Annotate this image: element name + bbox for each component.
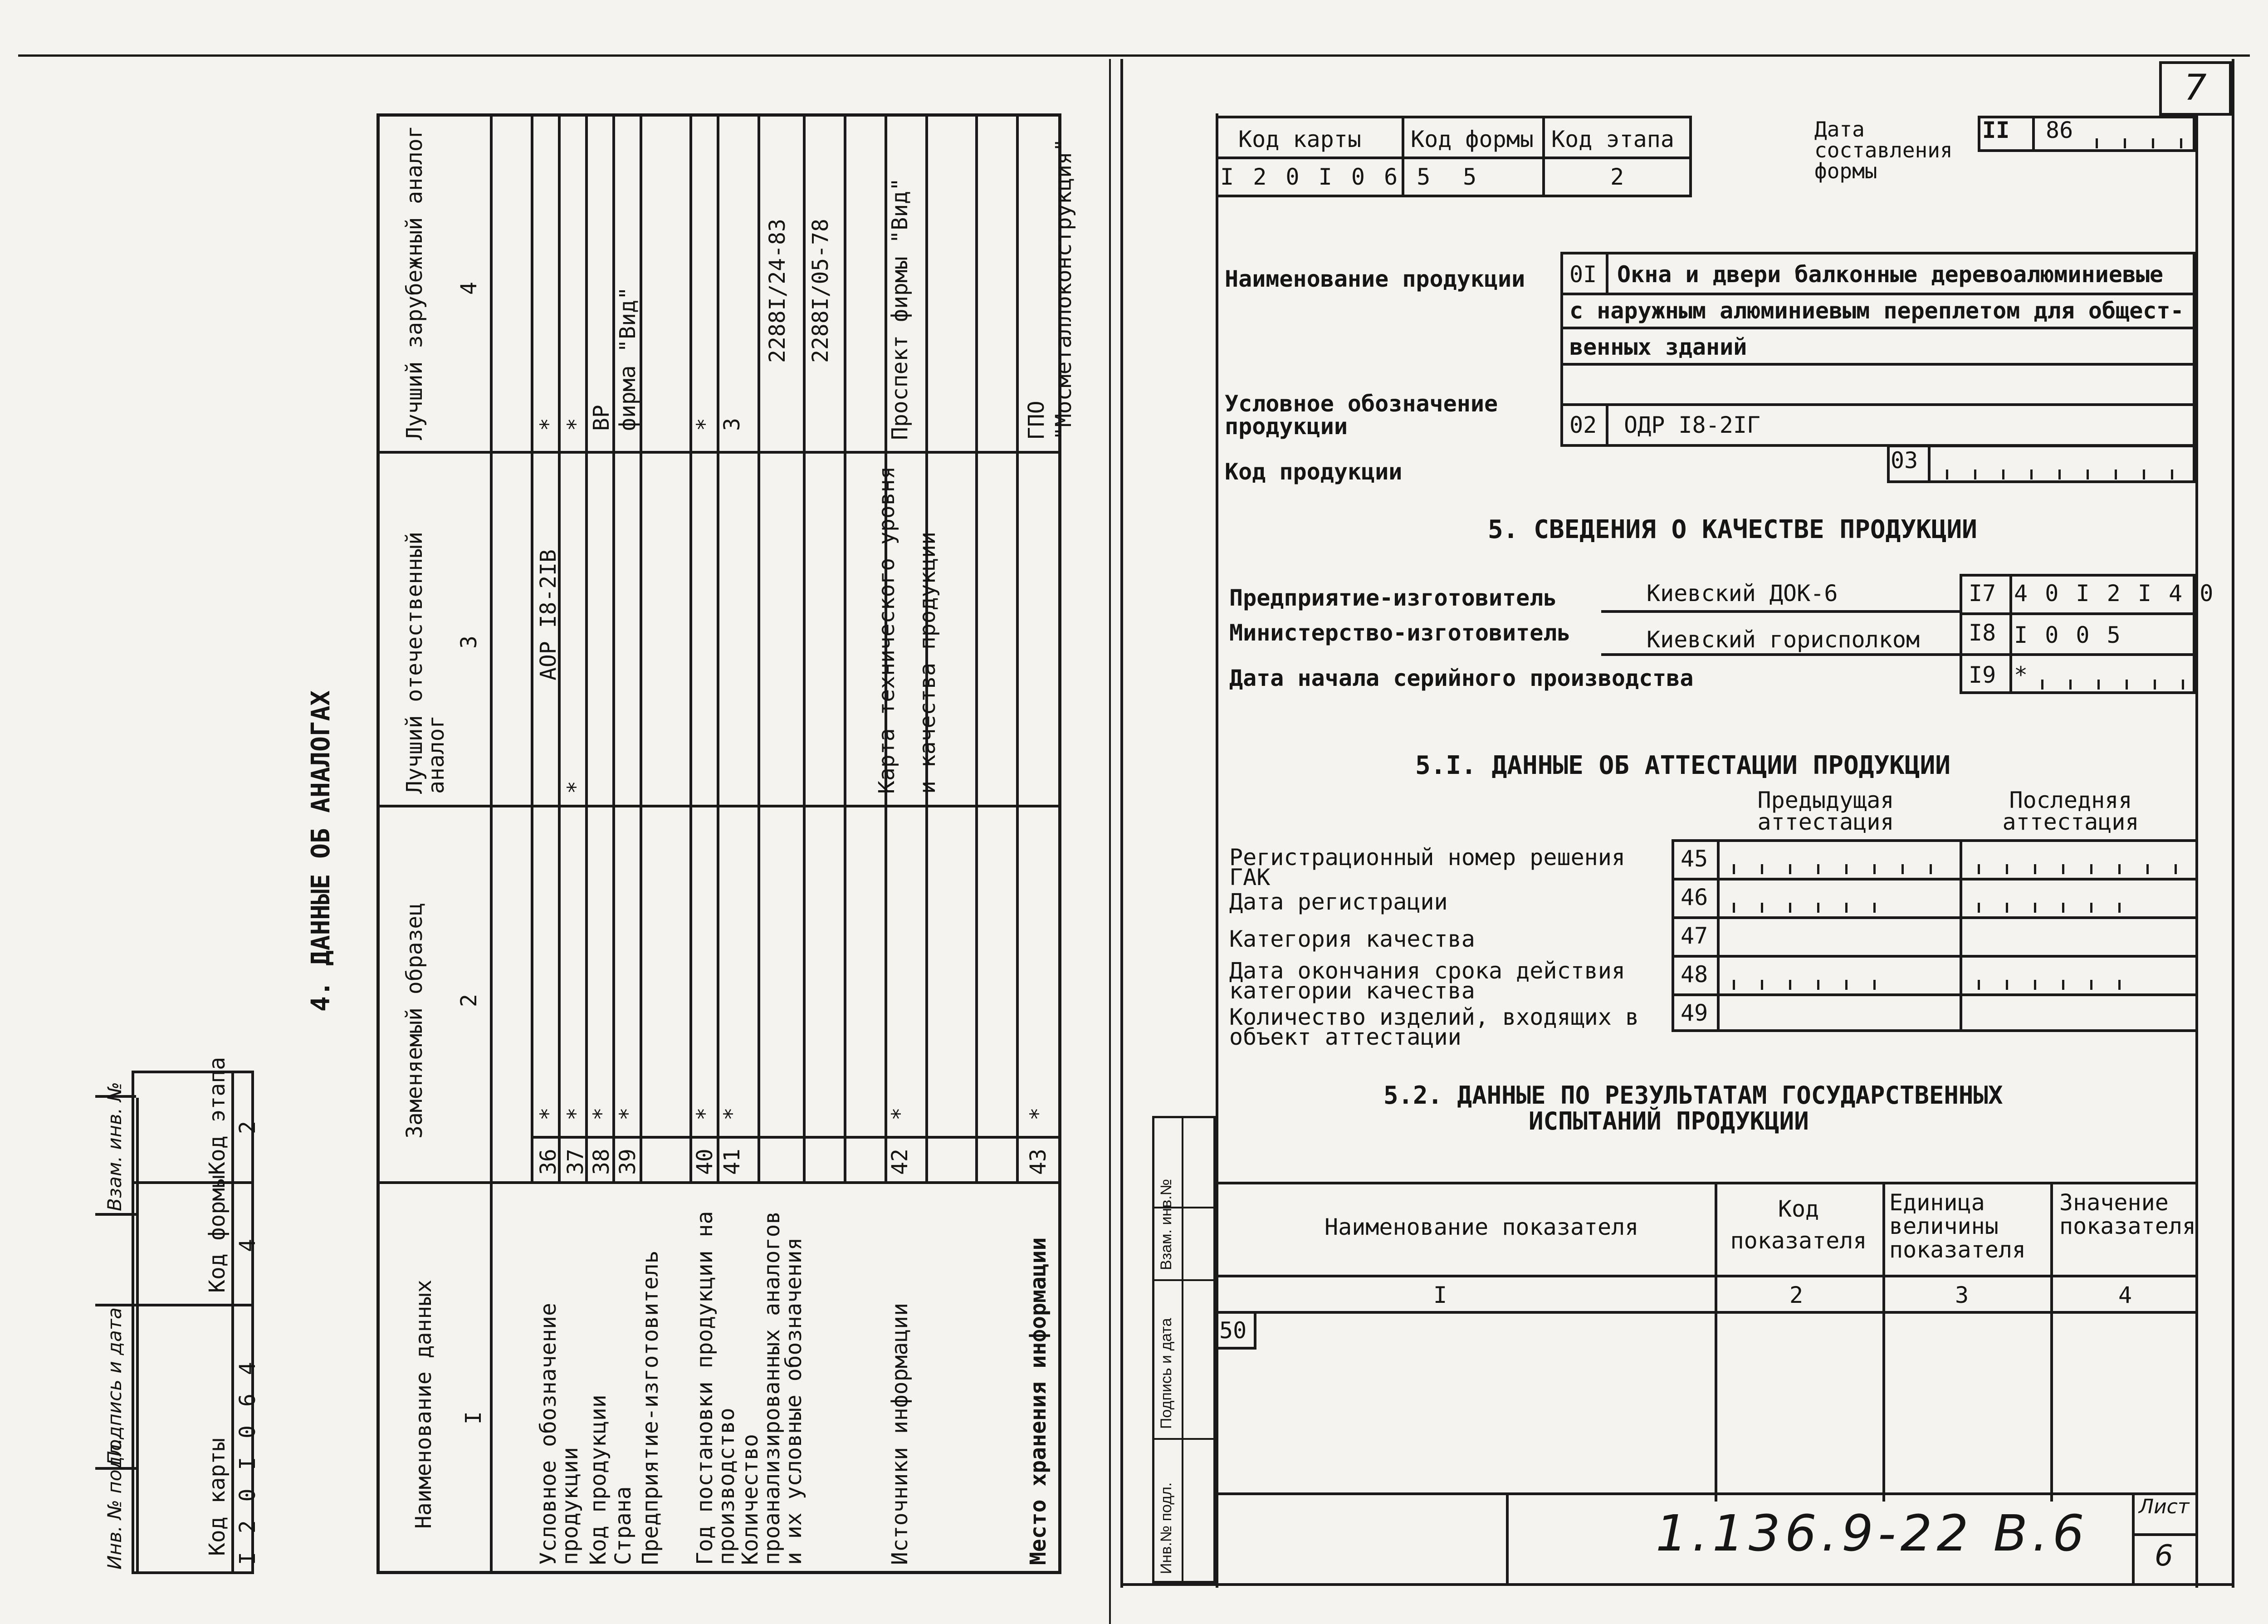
row-37-code: 37 <box>563 1149 588 1175</box>
attestation-row2 <box>1672 916 2195 919</box>
row-40-c4: * <box>692 418 718 431</box>
attestation-label-46: Дата регистрации <box>1229 889 1448 915</box>
row-41-c2: * <box>719 1107 745 1120</box>
product-name-line-3: венных зданий <box>1569 334 1747 360</box>
row-38-c4: ВР <box>589 405 614 431</box>
quality-digits-19: * <box>2014 662 2028 688</box>
right-frame-left <box>1120 59 1123 1588</box>
tests-col-value: Значение показателя <box>2059 1189 2196 1239</box>
row-41-name: Количество проанализированных аналогов и их условные обозначения <box>738 1211 807 1565</box>
col-domestic-header: Лучший отечественный аналог <box>402 532 449 794</box>
designation-label: Условное обозначение продукции <box>1225 391 1498 440</box>
tests-col-divider-3 <box>2050 1182 2053 1502</box>
sheet-number: 7 <box>2184 68 2207 108</box>
row-41-analog-1: 2288I/24-83 <box>765 219 790 363</box>
attestation-row3 <box>1672 955 2195 958</box>
col-number-2: 2 <box>456 994 482 1007</box>
product-name-code: 0I <box>1569 261 1597 288</box>
stamp-replace-label: Взам. инв. № <box>103 1081 126 1211</box>
product-name-code-divider <box>1606 252 1608 293</box>
attestation-ticks-48-last <box>1978 980 2127 990</box>
attestation-col-prev: Предыдущая аттестация <box>1757 787 1894 835</box>
product-name-line-1: Окна и двери балконные деревоалюминиевые <box>1617 261 2164 288</box>
col-number-3: 3 <box>456 636 482 649</box>
row-38-name: Страна <box>611 1486 636 1565</box>
quality-label-manufacturer: Предприятие-изготовитель <box>1229 585 1557 611</box>
tests-table-numbers-bottom <box>1216 1311 2195 1314</box>
right-header-col2 <box>1542 116 1545 197</box>
quality-label-serial-date: Дата начала серийного производства <box>1229 665 1694 691</box>
quality-codes-row2 <box>1960 653 2195 656</box>
tests-colnum-2: 2 <box>1789 1282 1804 1308</box>
left-sheet <box>95 113 1075 1574</box>
scan-top-line <box>18 54 2250 57</box>
right-header-label-stage: Код этапа <box>1551 126 1674 152</box>
attestation-code-46: 46 <box>1681 884 1708 910</box>
quality-value-manufacturer: Киевский ДОК-6 <box>1647 580 1838 607</box>
product-name-line2 <box>1560 327 2195 329</box>
tests-col-divider-1 <box>1715 1182 1717 1502</box>
title-block-top <box>1216 1492 2195 1495</box>
product-name-line1 <box>1560 293 2195 295</box>
row-42-code: 42 <box>887 1149 913 1175</box>
quality-code-17: I7 <box>1969 580 1996 607</box>
row-39-c4: фирма "Вид" <box>615 287 640 431</box>
row-39-name: Предприятие-изготовитель <box>638 1250 663 1565</box>
page-fold-line <box>1109 59 1111 1624</box>
title-block-sheet-divider <box>2132 1492 2135 1583</box>
title-block-divider <box>1506 1492 1509 1583</box>
row-37-c4: * <box>563 418 588 431</box>
row-40-code: 40 <box>692 1149 718 1175</box>
right-header-value-form: 5 <box>1463 164 1477 190</box>
right-content-left-border <box>1216 113 1218 1588</box>
col-name-header: Наименование данных <box>411 1279 436 1529</box>
row-43-name: Место хранения информации <box>1026 1237 1051 1565</box>
designation-code: 02 <box>1569 412 1597 438</box>
row-36-code: 36 <box>536 1149 561 1175</box>
tests-col-unit: Единица величины показателя <box>1889 1189 2026 1263</box>
attestation-code-47: 47 <box>1681 923 1708 949</box>
right-header-label-card: Код карты <box>1238 126 1361 152</box>
tests-title-line-1: 5.2. ДАННЫЕ ПО РЕЗУЛЬТАТАМ ГОСУДАРСТВЕННЫХ <box>1383 1081 2003 1110</box>
designation-value: ОДР I8-2IГ <box>1624 412 1761 438</box>
row-36-c4: * <box>536 418 561 431</box>
left-header-value-form: 4 <box>235 1239 260 1252</box>
right-header-divider <box>1216 157 1692 159</box>
row-43-code: 43 <box>1026 1149 1051 1175</box>
title-block-sheet-line <box>2132 1533 2195 1536</box>
date-compiled-year: 86 <box>2046 117 2073 143</box>
stamp-inv-label: Инв. № подл. <box>103 1438 126 1570</box>
row-39-code: 39 <box>615 1149 640 1175</box>
date-compiled-label: Дата составления формы <box>1814 117 1953 183</box>
col-number-4: 4 <box>456 282 482 295</box>
attestation-ticks-45-last <box>1978 864 2186 874</box>
row-42-c2: * <box>887 1107 913 1120</box>
right-frame-bottom <box>1120 1583 2234 1586</box>
attestation-label-49: Количество изделий, входящих в объект аттестации <box>1229 1004 1639 1050</box>
row-37-name: Код продукции <box>586 1394 611 1565</box>
tests-table-header-bottom <box>1216 1275 2195 1277</box>
row-43-c4: ГПО "Мосметаллоконструкция" <box>1024 138 1076 440</box>
row-36-c2: * <box>536 1107 561 1120</box>
left-header-label-card: Код карты <box>205 1438 230 1556</box>
sheet-label: Лист <box>2139 1495 2190 1518</box>
quality-codes-row1 <box>1960 612 2195 615</box>
tests-colnum-3: 3 <box>1955 1282 1969 1308</box>
quality-digits-18: I 0 0 5 <box>2014 622 2122 648</box>
right-stamp-sign: Подпись и дата <box>1158 1318 1175 1429</box>
row-42-c3: Карта технического уровня и качества продукции <box>874 466 940 794</box>
attestation-ticks-46-prev <box>1733 903 1882 913</box>
attestation-code-49: 49 <box>1681 1000 1708 1026</box>
tests-colnum-1: I <box>1433 1282 1447 1308</box>
row-36-c3: АОР I8-2IВ <box>536 549 561 680</box>
right-stamp-inv: Инв.№ подл. <box>1158 1482 1175 1574</box>
row-43-c2: * <box>1026 1107 1051 1120</box>
row-40-c2: * <box>692 1107 718 1120</box>
product-code-divider <box>1928 445 1931 483</box>
product-name-line3 <box>1560 363 2195 366</box>
quality-underline-1 <box>1601 610 1960 613</box>
row-37-c3: * <box>563 781 588 794</box>
quality-digits-17: 4 0 I 2 I 4 0 <box>2014 580 2215 607</box>
row-38-c2: * <box>589 1107 614 1120</box>
attestation-title: 5.I. ДАННЫЕ ОБ АТТЕСТАЦИИ ПРОДУКЦИИ <box>1415 751 1951 780</box>
doc-number: 1.136.9-22 В.6 <box>1656 1504 2089 1562</box>
row-41-code: 41 <box>719 1149 745 1175</box>
row-36-name: Условное обозначение продукции <box>536 1303 583 1565</box>
quality-label-ministry: Министерство-изготовитель <box>1229 620 1571 646</box>
row-37-c2: * <box>563 1107 588 1120</box>
attestation-ticks-48-prev <box>1733 980 1882 990</box>
stamp-sign-label: Подпись и дата <box>103 1307 126 1465</box>
left-header-value-stage: 2 <box>235 1121 260 1134</box>
col-foreign-header: Лучший зарубежный аналог <box>402 125 427 440</box>
attestation-row1 <box>1672 878 2195 880</box>
col-replaced-header: Заменяемый образец <box>402 902 427 1139</box>
attestation-ticks-46-last <box>1978 903 2127 913</box>
tests-first-code: 50 <box>1219 1317 1247 1344</box>
tests-col-divider-2 <box>1882 1182 1885 1502</box>
sheet-value: 6 <box>2155 1539 2173 1573</box>
left-page-title: 4. ДАННЫЕ ОБ АНАЛОГАХ <box>306 690 336 1012</box>
right-content-right-border <box>2195 113 2198 1588</box>
right-frame-right <box>2232 59 2234 1588</box>
product-name-label: Наименование продукции <box>1225 266 1525 292</box>
attestation-label-48: Дата окончания срока действия категории качества <box>1229 958 1625 1004</box>
quality-ticks-19 <box>2041 680 2186 690</box>
quality-code-19: I9 <box>1969 662 1996 688</box>
attestation-label-45: Регистрационный номер решения ГАК <box>1229 844 1625 890</box>
col-number-1: I <box>461 1411 486 1424</box>
attestation-row4 <box>1672 993 2195 996</box>
quality-title: 5. СВЕДЕНИЯ О КАЧЕСТВЕ ПРОДУКЦИИ <box>1488 515 1977 544</box>
product-code-label: Код продукции <box>1225 459 1403 485</box>
product-code-num: 03 <box>1891 447 1918 474</box>
date-compiled-ticks <box>2096 138 2186 148</box>
row-40-name: Год постановки продукции на производство <box>692 1211 739 1565</box>
left-header-value-card: I 2 0 I 0 6 4 <box>235 1359 260 1565</box>
tests-table-top <box>1216 1182 2195 1184</box>
attestation-code-45: 45 <box>1681 846 1708 872</box>
attestation-label-47: Категория качества <box>1229 926 1475 952</box>
right-header-value-card: I 2 0 I 0 6 5 <box>1220 164 1433 190</box>
row-38-code: 38 <box>589 1149 614 1175</box>
row-41-c4: 3 <box>719 418 745 431</box>
tests-col-code: Код показателя <box>1730 1196 1867 1254</box>
quality-code-18: I8 <box>1969 620 1996 646</box>
row-39-c2: * <box>615 1107 640 1120</box>
tests-colnum-4: 4 <box>2118 1282 2132 1308</box>
quality-codes-divider <box>2009 574 2012 694</box>
row-42-name: Источники информации <box>887 1303 913 1565</box>
attestation-code-48: 48 <box>1681 961 1708 988</box>
row-42-c4: Проспект фирмы "Вид" <box>887 178 913 440</box>
quality-underline-2 <box>1601 653 1960 656</box>
tests-title-line-2: ИСПЫТАНИЙ ПРОДУКЦИИ <box>1529 1107 1809 1135</box>
attestation-code-divider <box>1717 839 1720 1032</box>
right-header-value-stage: 2 <box>1610 164 1624 190</box>
attestation-mid-divider <box>1960 839 1962 1032</box>
product-name-line-2: с наружным алюминиевым переплетом для общест- <box>1569 298 2184 324</box>
right-stamp-replace: Взам. инв.№ <box>1158 1179 1175 1270</box>
date-compiled-month: II <box>1982 117 2010 143</box>
date-divider <box>2032 116 2035 152</box>
left-header-label-form: Код формы <box>205 1174 230 1293</box>
attestation-col-last: Последняя аттестация <box>2002 787 2139 835</box>
right-header-label-form: Код формы <box>1411 126 1534 152</box>
row-41-analog-2: 2288I/05-78 <box>808 219 833 363</box>
tests-col-name: Наименование показателя <box>1325 1214 1639 1240</box>
attestation-ticks-45-prev <box>1733 864 1950 874</box>
left-header-label-stage: Код этапа <box>205 1057 230 1175</box>
product-code-ticks <box>1946 470 2186 479</box>
quality-value-ministry: Киевский горисполком <box>1647 626 1920 653</box>
